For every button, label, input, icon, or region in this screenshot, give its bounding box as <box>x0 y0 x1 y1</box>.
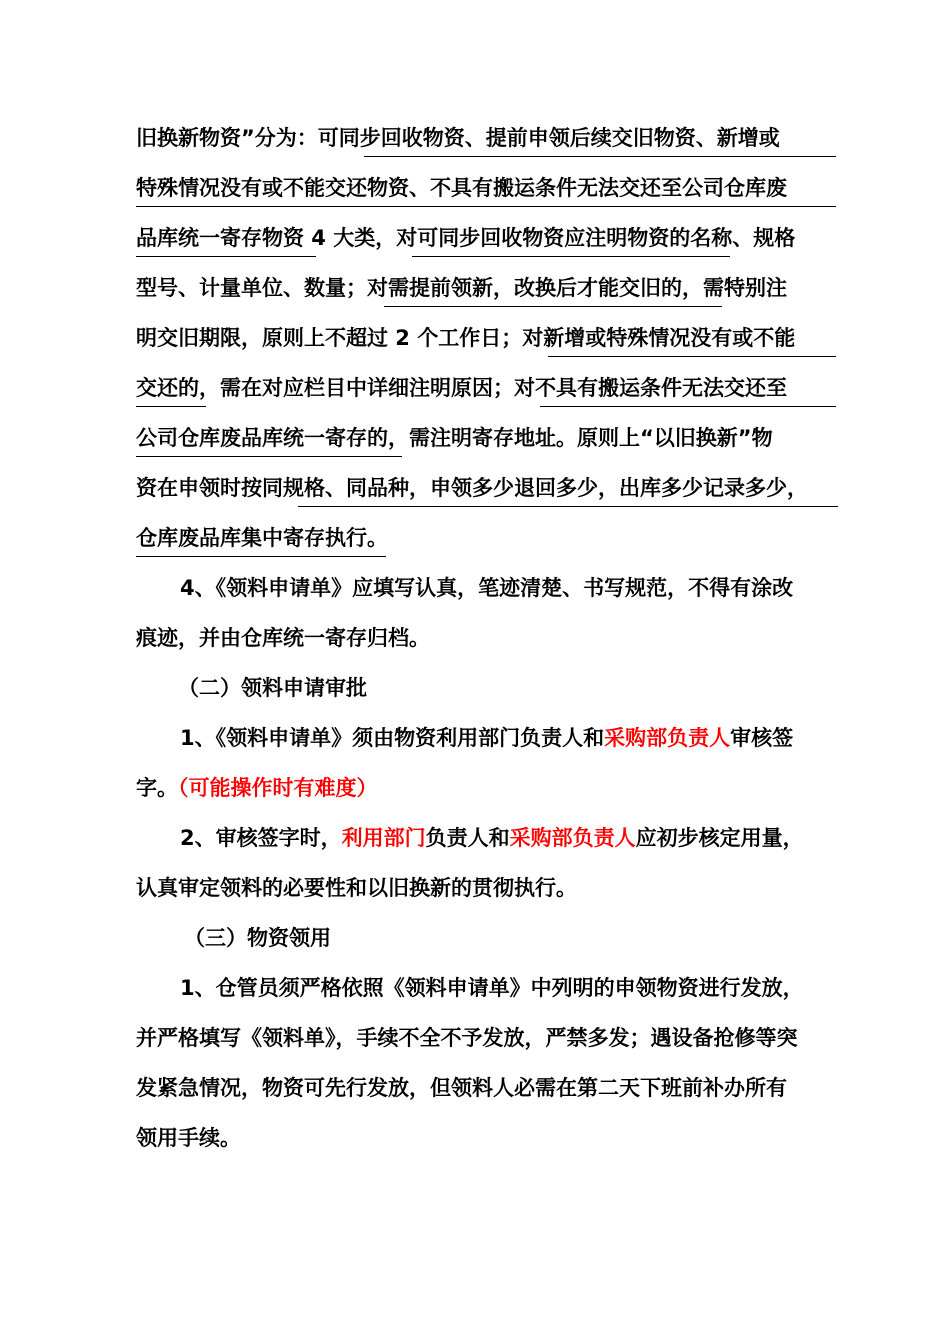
approval-item-2-line-2 <box>136 873 577 903</box>
underline-rule <box>364 156 836 157</box>
approval-item-2-line-1 <box>180 823 804 853</box>
text-segment: 公司仓库废品库统一寄存的，需注明寄存地址。原则上“以旧换新”物 <box>136 426 773 450</box>
usage-item-1-line-2 <box>136 1023 798 1053</box>
underline-rule <box>298 506 838 507</box>
usage-item-1-line-3 <box>136 1073 787 1103</box>
text-segment: 型号、计量单位、数量；对需提前领新，改换后才能交旧的，需特别注 <box>136 276 787 300</box>
underline-rule <box>136 406 206 407</box>
paragraph-line-7 <box>136 423 773 453</box>
text-segment: 审核签 <box>730 726 794 750</box>
text-segment: 采购部负责人 <box>509 826 636 850</box>
text-segment: 1、《领料申请单》须由物资利用部门负责人和 <box>180 726 605 750</box>
section-heading-2 <box>178 673 367 703</box>
text-segment: 1、仓管员须严格依照《领料申请单》中列明的申领物资进行发放， <box>180 976 804 1000</box>
approval-item-1-line-1 <box>180 723 793 753</box>
underline-rule <box>384 306 722 307</box>
paragraph-line-9 <box>136 523 388 553</box>
paragraph-line-3 <box>136 223 795 253</box>
usage-item-1-line-4 <box>136 1123 241 1153</box>
text-segment: 资在申领时按同规格、同品种，申领多少退回多少，出库多少记录多少， <box>136 476 808 500</box>
underline-rule <box>136 206 836 207</box>
section-heading-3 <box>184 923 331 953</box>
underline-rule <box>136 556 386 557</box>
text-segment: 认真审定领料的必要性和以旧换新的贯彻执行。 <box>136 876 577 900</box>
text-segment: 字。 <box>136 776 178 800</box>
text-segment: 发紧急情况，物资可先行发放，但领料人必需在第二天下班前补办所有 <box>136 1076 787 1100</box>
usage-item-1-line-1 <box>180 973 804 1003</box>
paragraph-line-8 <box>136 473 808 503</box>
text-segment: （三）物资领用 <box>184 926 331 950</box>
underline-rule <box>548 356 836 357</box>
text-segment: 仓库废品库集中寄存执行。 <box>136 526 388 550</box>
underline-rule <box>136 256 316 257</box>
underline-rule <box>136 456 402 457</box>
text-segment: 采购部负责人 <box>604 726 731 750</box>
text-segment: 旧换新物资”分为：可同步回收物资、提前申领后续交旧物资、新增或 <box>136 126 780 150</box>
text-segment: 特殊情况没有或不能交还物资、不具有搬运条件无法交还至公司仓库废 <box>136 176 787 200</box>
paragraph-line-1 <box>136 123 780 153</box>
text-segment: 品库统一寄存物资 4 大类，对可同步回收物资应注明物资的名称、规格 <box>136 226 796 250</box>
text-segment: 2、审核签字时， <box>180 826 342 850</box>
text-segment: 并严格填写《领料单》，手续不全不予发放，严禁多发；遇设备抢修等突 <box>136 1026 798 1050</box>
text-segment: 交还的，需在对应栏目中详细注明原因；对不具有搬运条件无法交还至 <box>136 376 787 400</box>
text-segment: （可能操作时有难度） <box>178 776 378 800</box>
text-segment: （二）领料申请审批 <box>178 676 367 700</box>
paragraph-line-4 <box>136 273 787 303</box>
paragraph-line-6 <box>136 373 787 403</box>
text-segment: 明交旧期限，原则上不超过 2 个工作日；对新增或特殊情况没有或不能 <box>136 326 796 350</box>
underline-rule <box>540 406 836 407</box>
item-4-line-1 <box>180 573 793 603</box>
text-segment: 痕迹，并由仓库统一寄存归档。 <box>136 626 430 650</box>
text-segment: 领用手续。 <box>136 1126 241 1150</box>
text-segment: 负责人和 <box>425 826 510 850</box>
text-segment: 利用部门 <box>341 826 426 850</box>
text-segment: 应初步核定用量， <box>635 826 804 850</box>
approval-item-1-line-2 <box>136 773 378 803</box>
underline-rule <box>412 256 730 257</box>
text-segment: 4、《领料申请单》应填写认真，笔迹清楚、书写规范，不得有涂改 <box>180 576 794 600</box>
item-4-line-2 <box>136 623 430 653</box>
paragraph-line-5 <box>136 323 795 353</box>
paragraph-line-2 <box>136 173 787 203</box>
